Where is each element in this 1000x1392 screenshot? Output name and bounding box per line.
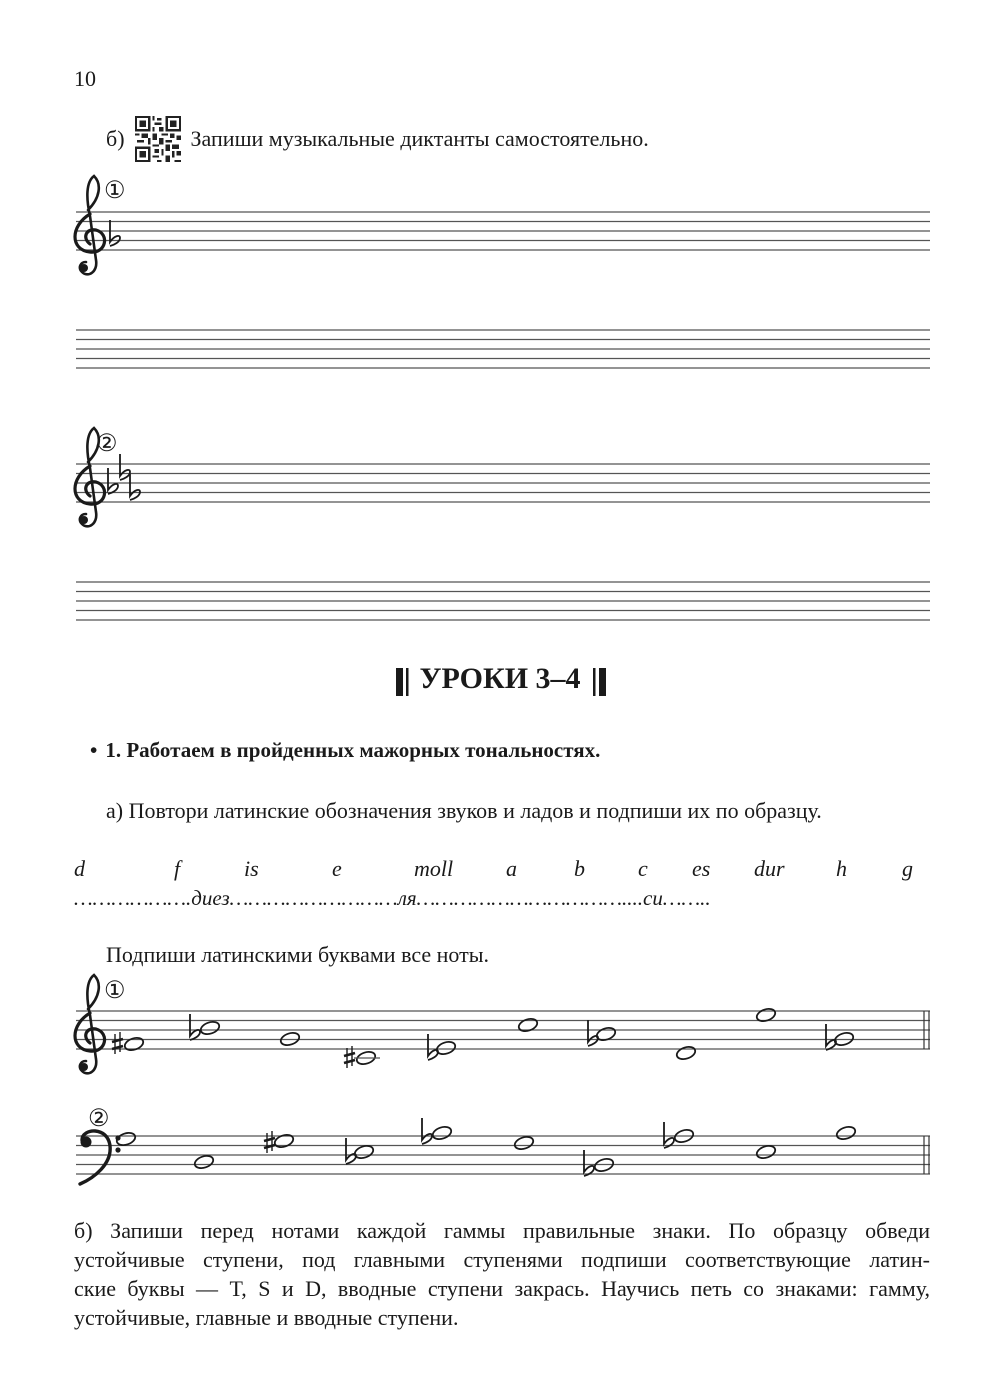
- whole-note: [431, 1125, 453, 1142]
- flat-icon: [664, 1122, 674, 1148]
- latin-letter: a: [506, 856, 517, 881]
- latin-letter: d: [74, 856, 85, 881]
- whole-note: [755, 1144, 777, 1161]
- flat-icon: [588, 1020, 598, 1046]
- exercise-staff-2: [76, 1118, 930, 1184]
- dictation-number-2: ②: [96, 431, 118, 457]
- latin-letter: e: [332, 856, 342, 881]
- sign-notes-text: Подпиши латинскими буквами все ноты.: [106, 942, 490, 967]
- task1-text: 1. Работаем в пройденных мажорных тональностях.: [105, 738, 601, 762]
- flat-icon: [826, 1024, 836, 1050]
- flat-icon: [108, 468, 118, 494]
- lesson-title: УРОКИ 3–4: [419, 662, 581, 695]
- latin-letter: is: [244, 856, 259, 881]
- task1b-line: б) Запиши перед нотами каждой гаммы правильные знаки. По образцу обведи: [74, 1218, 930, 1243]
- flat-icon: [190, 1014, 200, 1040]
- treble-clef-icon: [75, 975, 105, 1073]
- page-number: 10: [74, 66, 96, 91]
- dictation-staff-2: [75, 428, 930, 526]
- exercise-number-1: ①: [104, 978, 126, 1004]
- whole-note: [199, 1020, 221, 1037]
- flat-icon: [130, 474, 140, 500]
- task1a-text: а) Повтори латинские обозначения звуков и ладов и подпиши их по образцу.: [106, 798, 822, 823]
- sharp-icon: [264, 1131, 275, 1153]
- latin-letter: c: [638, 856, 648, 881]
- task-b-label: б): [106, 126, 125, 151]
- dictation-staff-2-continuation: [76, 582, 930, 620]
- flat-icon: [346, 1138, 356, 1164]
- flat-icon: [422, 1118, 432, 1144]
- whole-note: [435, 1040, 457, 1057]
- latin-letter: g: [902, 856, 913, 881]
- flat-icon: [120, 454, 130, 480]
- exercise-staff-1: [75, 975, 930, 1073]
- latin-letter: dur: [754, 856, 785, 881]
- whole-note: [193, 1154, 215, 1171]
- latin-letter: es: [692, 856, 711, 881]
- task1b-paragraph: [74, 1216, 930, 1332]
- exercise-number-2: ②: [88, 1106, 110, 1132]
- task1b-line: ские буквы — T, S и D, вводные ступени закрась. Научись петь со знаками: гамму,: [74, 1276, 930, 1301]
- whole-note: [835, 1125, 857, 1142]
- whole-note: [123, 1036, 145, 1053]
- whole-note: [675, 1045, 697, 1062]
- dictation-staff-1: [75, 176, 930, 274]
- dictation-staff-1-continuation: [76, 330, 930, 368]
- task1-heading: [90, 738, 600, 763]
- task1b-line: устойчивые, главные и вводные ступени.: [74, 1305, 459, 1330]
- treble-clef-icon: [75, 176, 105, 274]
- flat-icon: [110, 220, 120, 246]
- latin-letter: b: [574, 856, 585, 881]
- whole-note: [513, 1135, 535, 1152]
- whole-note: [517, 1017, 539, 1034]
- bass-clef-icon: [80, 1131, 121, 1184]
- sharp-icon: [112, 1032, 123, 1054]
- flat-icon: [428, 1034, 438, 1060]
- sample-answer-line: ……………….диез………………………ля……………………………....си……..: [74, 886, 711, 910]
- latin-letter: h: [836, 856, 847, 881]
- whole-note: [273, 1133, 295, 1150]
- latin-letter: moll: [414, 856, 454, 881]
- bullet: •: [90, 738, 98, 762]
- latin-letter: f: [174, 856, 181, 881]
- flat-icon: [584, 1150, 594, 1176]
- task-b-text: Запиши музыкальные диктанты самостоятельно.: [190, 126, 649, 151]
- whole-note: [353, 1144, 375, 1161]
- dictation-number-1: ①: [104, 178, 126, 204]
- task1b-line: устойчивые ступени, под главными ступенями подпиши соответствующие латин-: [74, 1247, 930, 1272]
